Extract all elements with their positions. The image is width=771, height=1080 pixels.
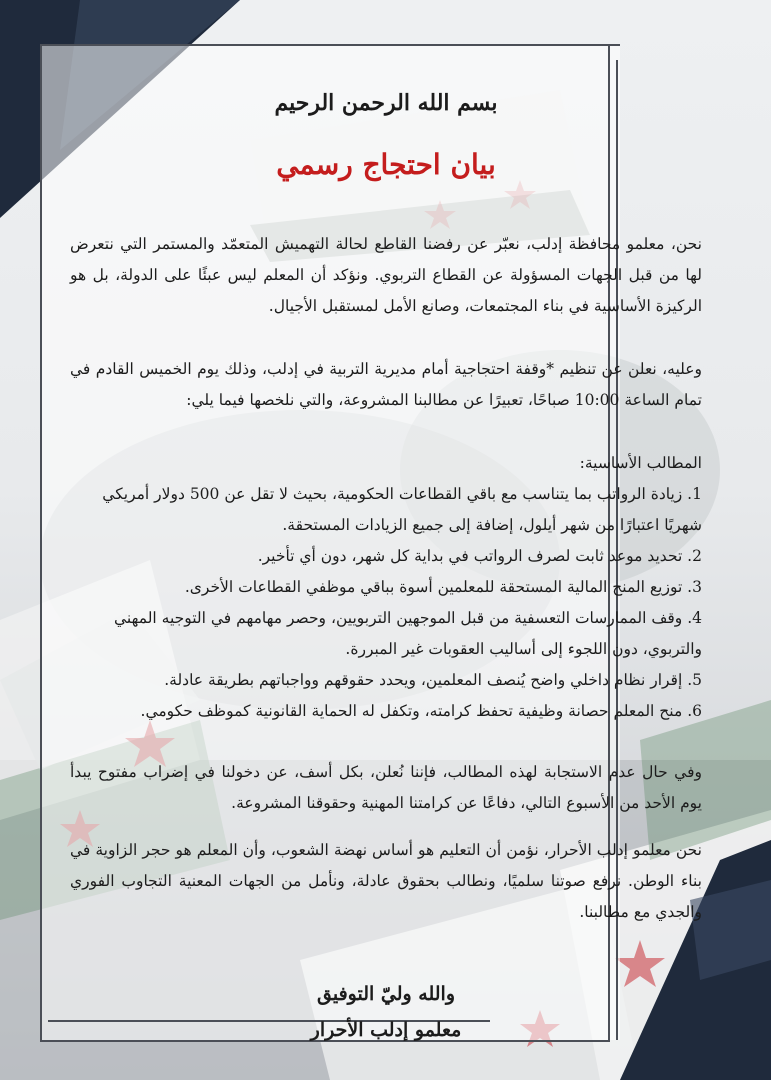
demand-item: 1. زيادة الرواتب بما يتناسب مع باقي القطاعات الحكومية، بحيث لا تقل عن 500 دولار أمريكي شهريًا اعتبارًا من شهر أيلول، إضافة إلى جميع الزيادات المستحقة. xyxy=(102,485,702,534)
demand-item: 3. توزيع المنح المالية المستحقة للمعلمين أسوة بباقي موظفي القطاعات الأخرى. xyxy=(184,578,702,596)
demand-item: 5. إقرار نظام داخلي واضح يُنصف المعلمين، ويحدد حقوقهم وواجباتهم بطريقة عادلة. xyxy=(164,671,702,689)
signature-block xyxy=(70,976,702,1048)
page-frame-top-line xyxy=(128,44,620,46)
basmala-heading: بسم الله الرحمن الرحيم xyxy=(274,90,498,116)
strike-warning-paragraph: وفي حال عدم الاستجابة لهذه المطالب، فإننا نُعلن، بكل أسف، عن دخولنا في إضراب مفتوح يبدأ يوم الأحد من الأسبوع التالي، دفاعًا عن كرامتنا المهنية وحقوقنا المشروعة. xyxy=(70,763,702,812)
announcement-paragraph: وعليه، نعلن عن تنظيم *وقفة احتجاجية أمام مديرية التربية في إدلب، وذلك يوم الخميس القادم في تمام الساعة 10:00 صباحًا، تعبيرًا عن مطالبنا المشروعة، والتي نلخصها فيما يلي: xyxy=(70,360,702,409)
statement-title: بيان احتجاج رسمي xyxy=(276,148,496,181)
intro-paragraph: نحن، معلمو محافظة إدلب، نعبّر عن رفضنا القاطع لحالة التهميش المتعمّد والمستمر التي نتعرض لها من قبل الجهات المسؤولة عن القطاع التربوي. ونؤكد أن المعلم ليس عبئًا على الدولة، بل هو الركيزة الأساسية في بناء المجتمعات، وصانع الأمل لمستقبل الأجيال. xyxy=(70,235,702,315)
signature-line: معلمو إدلب الأحرار xyxy=(310,1018,462,1041)
demands-list xyxy=(70,479,702,727)
demand-item: 6. منح المعلم حصانة وظيفية تحفظ كرامته، وتكفل له الحماية القانونية كموظف حكومي. xyxy=(140,702,702,720)
statement-document xyxy=(70,80,702,1048)
closing-paragraph: نحن معلمو إدلب الأحرار، نؤمن أن التعليم هو أساس نهضة الشعوب، وأن المعلم هو حجر الزاوية في بناء الوطن. نرفع صوتنا سلميًا، ونطالب بحقوق عادلة، ونأمل من الجهات المعنية التجاوب الفوري والجدي مع مطالبنا. xyxy=(70,840,702,921)
demand-item: 4. وقف الممارسات التعسفية من قبل الموجهين التربويين، وحصر مهامهم في التوجيه المهني والتربوي، دون اللجوء إلى أساليب العقوبات غير المبررة. xyxy=(114,609,702,658)
demand-item: 2. تحديد موعد ثابت لصرف الرواتب في بداية كل شهر، دون أي تأخير. xyxy=(257,547,702,565)
closing-line: والله وليّ التوفيق xyxy=(316,982,456,1005)
demands-heading: المطالب الأساسية: xyxy=(579,454,702,472)
